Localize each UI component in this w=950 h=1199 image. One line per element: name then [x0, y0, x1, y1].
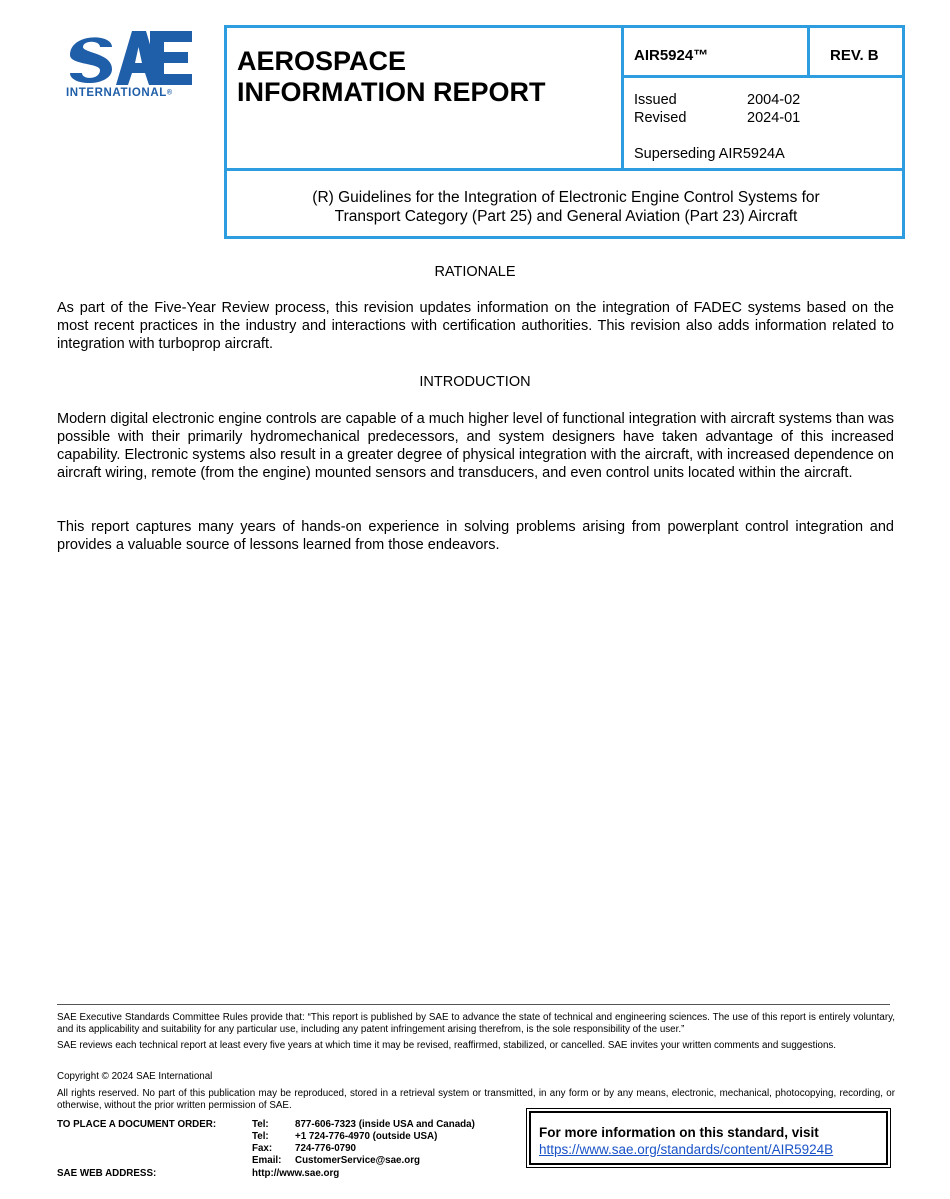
order-label: TO PLACE A DOCUMENT ORDER:: [57, 1119, 217, 1130]
copyright: Copyright © 2024 SAE International: [57, 1071, 213, 1082]
header-divider: [621, 25, 624, 170]
header-divider: [224, 168, 905, 171]
more-info-heading: For more information on this standard, visit: [539, 1125, 819, 1140]
logo-subtitle: INTERNATIONAL®: [66, 87, 173, 99]
document-title: (R) Guidelines for the Integration of Electronic Engine Control Systems for Transport Category (Part 25) and General Aviation (Part 23) Aircraft: [312, 189, 820, 225]
rules-notice: SAE Executive Standards Committee Rules provide that: “This report is published by SAE to advance the state of technical and engineering sciences. The use of this report is entirely voluntary, and its applicability and suitability for any particular use, including any patent infringement arising therefrom, is the sole responsibility of the user.”: [57, 1012, 895, 1035]
document-number: AIR5924™: [634, 47, 709, 64]
revision-label: REV. B: [830, 47, 879, 64]
review-notice: SAE reviews each technical report at least every five years at which time it may be revised, reaffirmed, stabilized, or cancelled. SAE invites your written comments and suggestions.: [57, 1040, 837, 1051]
web-address-value[interactable]: http://www.sae.org: [252, 1168, 340, 1179]
header-divider: [621, 75, 905, 78]
rationale-heading: RATIONALE: [434, 264, 516, 280]
superseding-note: Superseding AIR5924A: [634, 146, 785, 162]
introduction-paragraph: This report captures many years of hands-on experience in solving problems arising from powerplant control integration and provides a valuable source of lessons learned from those endeavors.: [57, 519, 894, 553]
rights-notice: All rights reserved. No part of this publication may be reproduced, stored in a retrieval system or transmitted, in any form or by any means, electronic, mechanical, photocopying, recording, or otherwise, without the prior written permission of SAE.: [57, 1088, 895, 1111]
standard-link[interactable]: https://www.sae.org/standards/content/AIR5924B: [539, 1142, 834, 1157]
introduction-paragraph: Modern digital electronic engine controls are capable of a much higher level of functional integration with aircraft systems than was possible with their primarily hydromechanical predecessors, and system designers have taken advantage of this increased capability. Electronic systems also result in a greater degree of physical integration with the aircraft, with increased dependence on aircraft wiring, remote (from the engine) mounted sensors and transducers, and even control units located within the aircraft.: [57, 411, 894, 481]
more-info-box: [526, 1108, 891, 1168]
document-type: AEROSPACE INFORMATION REPORT: [237, 46, 546, 107]
footer-rule: [57, 1004, 890, 1005]
rationale-paragraph: As part of the Five-Year Review process, this revision updates information on the integration of FADEC systems based on the most recent practices in the industry and interactions with certification authorities. This revision also adds information related to integration with turboprop aircraft.: [57, 300, 894, 352]
web-address-label: SAE WEB ADDRESS:: [57, 1168, 157, 1179]
order-contacts: Tel: 877-606-7323 (inside USA and Canada) Tel: +1 724-776-4970 (outside USA) Fax: 724-776-0790 Email: CustomerService@sae.org: [252, 1119, 475, 1166]
issue-dates: Issued 2004-02 Revised 2024-01: [634, 92, 801, 126]
introduction-heading: INTRODUCTION: [419, 374, 531, 390]
header-divider: [807, 25, 810, 77]
